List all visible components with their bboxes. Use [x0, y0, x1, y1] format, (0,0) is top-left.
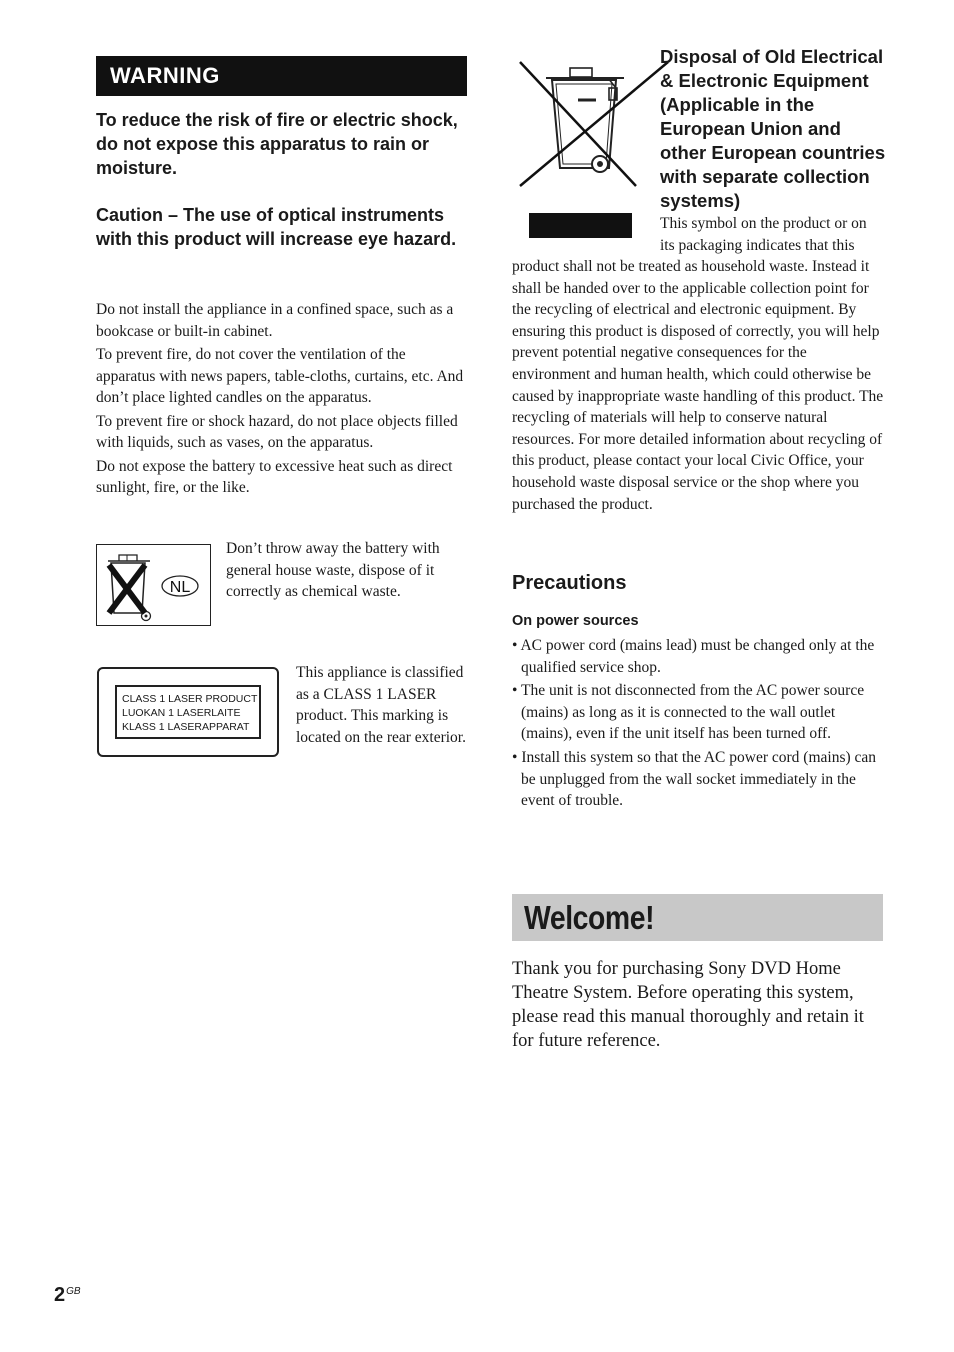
disposal-heading: Disposal of Old Electrical & Electronic Equipment (Applicable in the European Union and other European countries with separate collection systems) — [660, 46, 886, 211]
laser-label — [97, 667, 279, 757]
page-language-suffix: GB — [66, 1286, 81, 1297]
battery-disposal-icon — [96, 544, 211, 626]
welcome-heading-bar — [512, 894, 883, 941]
welcome-title: Welcome! — [524, 899, 655, 936]
weee-solid-bar — [529, 213, 632, 238]
list-item: • Install this system so that the AC power cord (mains) can be unplugged from the wall socket immediately in the event of trouble. — [512, 748, 877, 810]
list-item: • AC power cord (mains lead) must be changed only at the qualified service shop. — [512, 637, 875, 676]
warning-paragraph: Do not expose the battery to excessive heat such as direct sunlight, fire, or the like. — [96, 457, 453, 496]
laser-text: This appliance is classified as a CLASS 1 LASER product. This marking is located on the rear exterior. — [296, 664, 466, 746]
fire-risk-warning: To reduce the risk of fire or electric shock, do not expose this apparatus to rain or moisture. — [96, 110, 458, 178]
warning-paragraphs — [96, 299, 468, 501]
page-number: $2^{GB}$ — [54, 1284, 81, 1306]
weee-crossed-bin-icon — [516, 58, 672, 200]
nl-badge-text: NL — [169, 579, 191, 596]
laser-label-line: KLASS 1 LASERAPPARAT — [122, 721, 250, 733]
warning-title: WARNING — [110, 63, 220, 88]
warning-paragraph: To prevent fire, do not cover the ventilation of the apparatus with news papers, table-cloths, curtains, etc. And don’t place lighted candles on the apparatus. — [96, 346, 464, 406]
warning-paragraph: To prevent fire or shock hazard, do not place objects filled with liquids, such as vases, on the apparatus. — [96, 412, 458, 451]
disposal-intro: This symbol on the product or on its packaging indicates that this — [660, 215, 867, 254]
warning-heading-bar — [96, 56, 467, 96]
battery-text: Don’t throw away the battery with general house waste, dispose of it correctly as chemical waste. — [226, 540, 440, 600]
precautions-heading: Precautions — [512, 572, 627, 594]
list-item: • The unit is not disconnected from the AC power source (mains) as long as it is connected to the wall outlet (mains), even if the unit itself has been turned off. — [512, 682, 865, 743]
disposal-body: product shall not be treated as household waste. Instead it shall be handed over to the applicable collection point for the recycling of electrical and electronic equipment. By ensuring this product is disposed of correctly, you will help prevent potential negative consequences for the environment and human health, which could otherwise be caused by inappropriate waste handling of this product. The recycling of materials will help to conserve natural resources. For more detailed information about recycling of this product, please contact your local Civic Office, your household waste disposal service or the shop where you purchased the product. — [512, 258, 884, 513]
laser-label-line: LUOKAN 1 LASERLAITE — [122, 707, 241, 719]
warning-paragraph: Do not install the appliance in a confined space, such as a bookcase or built-in cabinet. — [96, 301, 454, 340]
precautions-list — [512, 635, 884, 814]
power-sources-subheading: On power sources — [512, 613, 639, 629]
welcome-text: Thank you for purchasing Sony DVD Home Theatre System. Before operating this system, please read this manual thoroughly and retain it for future reference. — [512, 959, 864, 1051]
optical-caution: Caution – The use of optical instruments with this product will increase eye hazard. — [96, 205, 457, 249]
laser-label-line: CLASS 1 LASER PRODUCT — [122, 693, 258, 705]
laser-label-inner — [115, 685, 261, 739]
